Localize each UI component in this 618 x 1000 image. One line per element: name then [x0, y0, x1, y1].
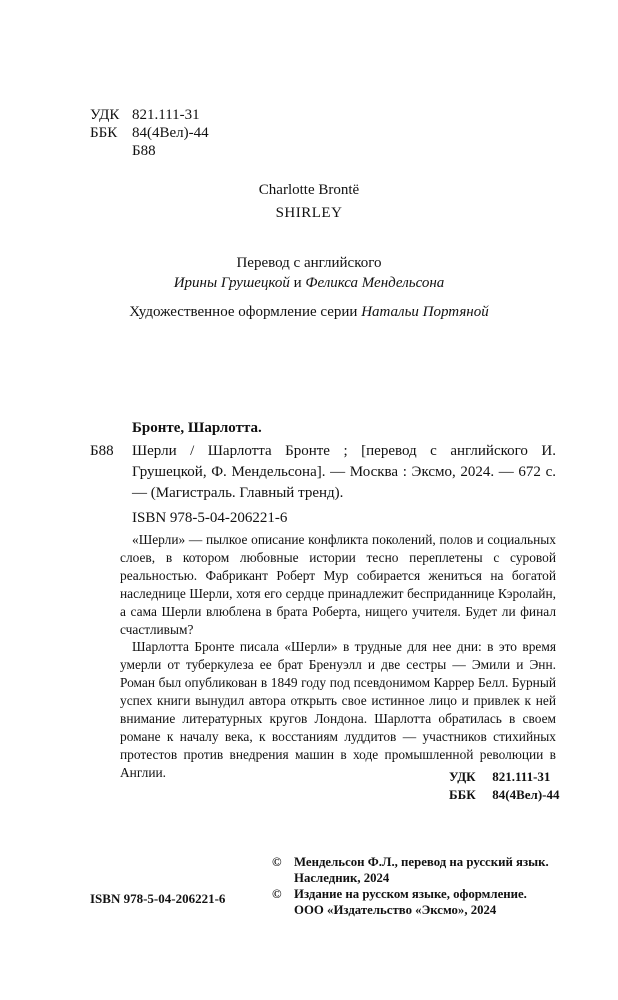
bbk-label: ББК [90, 125, 118, 141]
original-title: SHIRLEY [275, 205, 343, 221]
copyright-block [272, 854, 549, 918]
udk-right-value: 821.111-31 [492, 769, 551, 784]
udk-row [90, 106, 209, 124]
copyright-edition: Издание на русском языке, оформление. [294, 887, 527, 901]
author-mark: Б88 [132, 143, 156, 159]
udk-right-row [449, 768, 559, 786]
bbk-right-label: ББК [449, 787, 476, 802]
annotation [120, 531, 556, 782]
annotation-paragraph-1: «Шерли» — пылкое описание конфликта поколений, полов и социальных слоев, в котором любовные истории тесно переплетены с суровой реальностью. Фабрикант Роберт Мур собирается жениться на богатой наследнице Шерли, хотя его сердце принадлежит бесприданнице Кэролайн, а сама Шерли влюблена в брата Роберта, нищего учителя. Будет ли финал счастливым? [120, 532, 556, 637]
design-artist: Натальи Портяной [361, 304, 489, 320]
bbk-right-row [449, 786, 559, 804]
copyright-symbol-2: © [272, 887, 282, 901]
copyright-symbol-1: © [272, 855, 282, 869]
bib-author-heading: Бронте, Шарлотта. [132, 420, 262, 436]
isbn-bottom: ISBN 978-5-04-206221-6 [90, 891, 226, 906]
translator-1: Ирины Грушецкой [173, 275, 290, 291]
annotation-paragraph-2: Шарлотта Бронте писала «Шерли» в трудные для нее дни: в это время умерли от туберкулеза ее брат Бренуэлл и две сестры — Эмили и Энн. Роман был опубликован в 1849 году под псевдонимом Каррер Белл. Бурный успех книги вынудил автора открыть свое истинное лицо и привлек к ней внимание литературных кругов Лондона. Шарлотта обратилась в своем романе к началу века, к восстаниям луддитов — участников стихийных протестов против внедрения машин в ходе промышленной революции в Англии. [120, 639, 556, 780]
original-author: Charlotte Brontë [258, 182, 360, 198]
translation-line: Перевод с английского [236, 255, 382, 271]
udk-right-label: УДК [449, 769, 476, 784]
codes-right [449, 768, 559, 804]
bbk-right-value: 84(4Вел)-44 [492, 787, 560, 802]
copyright-line-2 [272, 886, 549, 902]
copyright-publisher: ООО «Издательство «Эксмо», 2024 [294, 903, 497, 917]
bib-code: Б88 [90, 443, 114, 459]
copyright-heir: Наследник, 2024 [294, 871, 390, 885]
copyright-line-1 [272, 854, 549, 870]
udk-value: 821.111-31 [132, 107, 200, 123]
bib-isbn: ISBN 978-5-04-206221-6 [132, 510, 288, 526]
copyright-translation: Мендельсон Ф.Л., перевод на русский язык. [294, 855, 549, 869]
bib-description: Шерли / Шарлотта Бронте ; [перевод с английского И. Грушецкой, Ф. Мендельсона]. — Москва : Эксмо, 2024. — 672 с. — (Магистраль. Главный тренд). [132, 443, 556, 501]
design-credit [0, 302, 618, 322]
translator-2: Феликса Мендельсона [305, 275, 445, 291]
bbk-value: 84(4Вел)-44 [132, 125, 209, 141]
translators-line [0, 273, 618, 293]
translators-conjunction: и [293, 275, 302, 291]
udk-label: УДК [90, 107, 120, 123]
bbk-row [90, 124, 209, 142]
design-prefix: Художественное оформление серии [129, 304, 358, 320]
classification-codes [90, 106, 209, 160]
